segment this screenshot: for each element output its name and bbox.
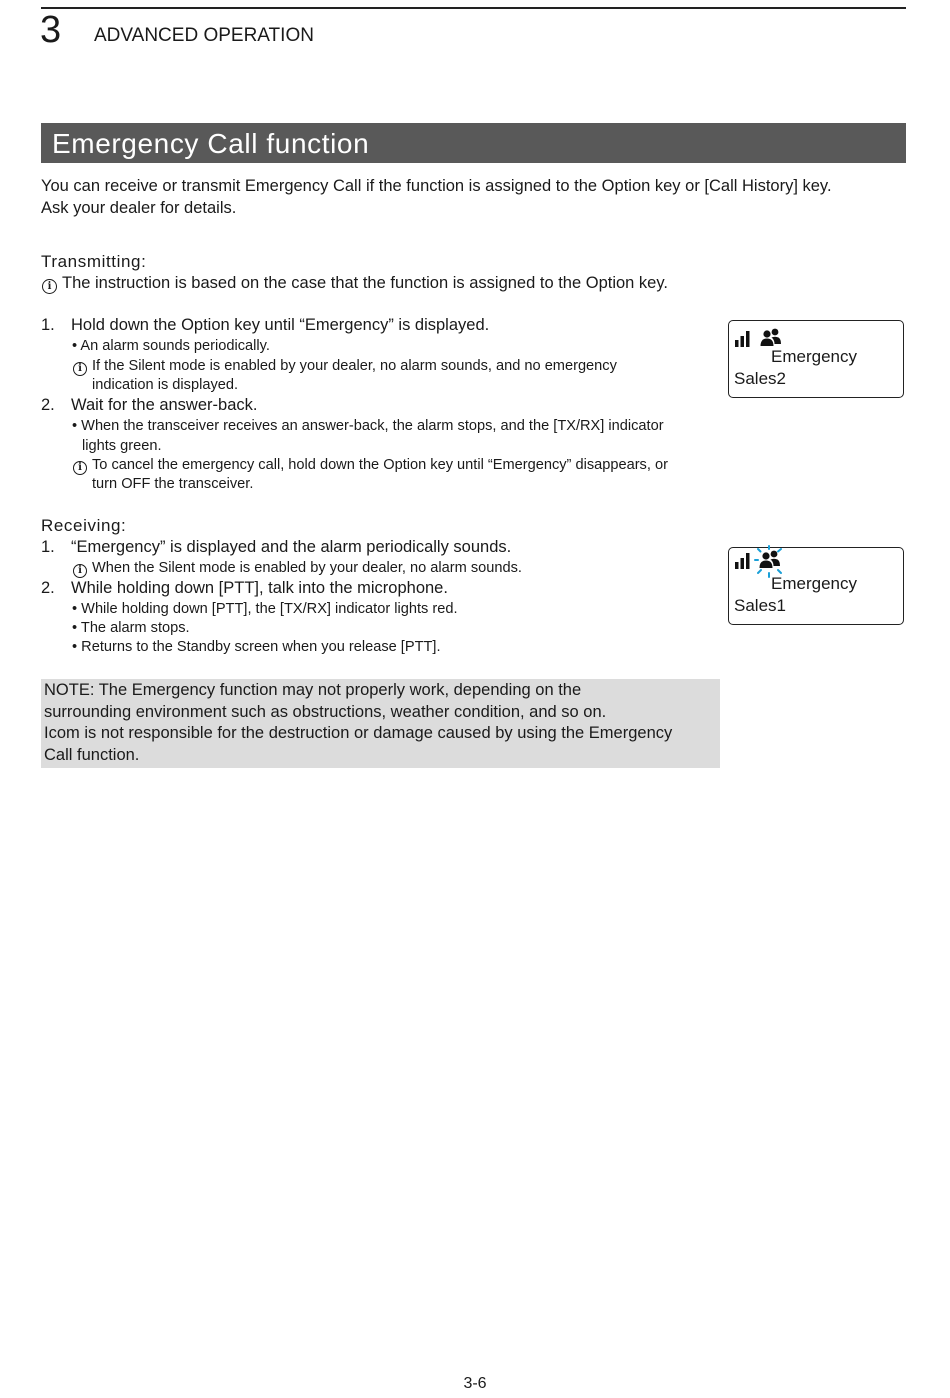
- transmit-step-2-bullet-1: • When the transceiver receives an answer-back, the alarm stops, and the [TX/RX] indicator: [72, 418, 664, 434]
- transmit-step-1: 1. Hold down the Option key until “Emergency” is displayed.: [41, 316, 490, 334]
- receiving-heading: Receiving:: [41, 516, 127, 535]
- info-icon: i: [73, 461, 87, 475]
- lcd-display-receive: [728, 547, 904, 625]
- lcd-line-2: Sales2: [734, 369, 786, 388]
- section-title-bar: [41, 123, 906, 163]
- note-box: [41, 679, 720, 768]
- transmit-step-1-info-1: i If the Silent mode is enabled by your dealer, no alarm sounds, and no emergency: [73, 356, 617, 376]
- transmitting-heading: Transmitting:: [41, 252, 147, 271]
- signal-strength-icon: [735, 331, 750, 347]
- group-icon: [761, 329, 782, 346]
- transmit-step-1-bullet: • An alarm sounds periodically.: [72, 338, 270, 354]
- receive-step-1: 1. “Emergency” is displayed and the alarm periodically sounds.: [41, 538, 512, 556]
- lcd-line-1: Emergency: [771, 574, 857, 593]
- page-number: 3-6: [463, 1375, 487, 1392]
- chapter-title: ADVANCED OPERATION: [94, 25, 314, 46]
- section-title: Emergency Call function: [52, 128, 370, 159]
- transmitting-info: i The instruction is based on the case that the function is assigned to the Option key.: [42, 273, 668, 294]
- info-icon: i: [42, 279, 57, 294]
- receive-step-2-bullet-2: • The alarm stops.: [72, 620, 190, 636]
- intro-line-1: You can receive or transmit Emergency Call if the function is assigned to the Option key or [Call History] key.: [41, 177, 832, 195]
- signal-strength-icon: [735, 553, 750, 569]
- transmit-step-2-info-2: turn OFF the transceiver.: [92, 476, 254, 492]
- info-icon: i: [73, 564, 87, 578]
- note-text: NOTE: The Emergency function may not properly work, depending on the surrounding environment such as obstructions, weather condition, and so on. Icom is not responsible for the destruction or damage caused by using the Emergency Call function.: [44, 681, 673, 764]
- transmit-step-2: 2. Wait for the answer-back.: [41, 396, 258, 414]
- group-icon: [760, 551, 781, 568]
- intro-line-2: Ask your dealer for details.: [41, 199, 237, 217]
- lcd-line-1: Emergency: [771, 347, 857, 366]
- top-rule: [41, 7, 906, 9]
- receive-step-2-bullet-3: • Returns to the Standby screen when you release [PTT].: [72, 639, 441, 655]
- receive-step-2: 2. While holding down [PTT], talk into the microphone.: [41, 579, 448, 597]
- lcd-status-icons: [735, 326, 785, 348]
- receive-step-1-info: i When the Silent mode is enabled by your dealer, no alarm sounds.: [73, 558, 522, 578]
- chapter-number: 3: [40, 9, 62, 51]
- lcd-line-2: Sales1: [734, 596, 786, 615]
- info-icon: i: [73, 362, 87, 376]
- transmit-step-2-info-1: i To cancel the emergency call, hold down the Option key until “Emergency” disappears, or: [73, 455, 668, 475]
- transmit-step-1-info-2: indication is displayed.: [92, 377, 239, 393]
- transmit-step-2-bullet-2: lights green.: [82, 438, 162, 454]
- receive-step-2-bullet-1: • While holding down [PTT], the [TX/RX] indicator lights red.: [72, 601, 458, 617]
- lcd-display-transmit: [728, 320, 904, 398]
